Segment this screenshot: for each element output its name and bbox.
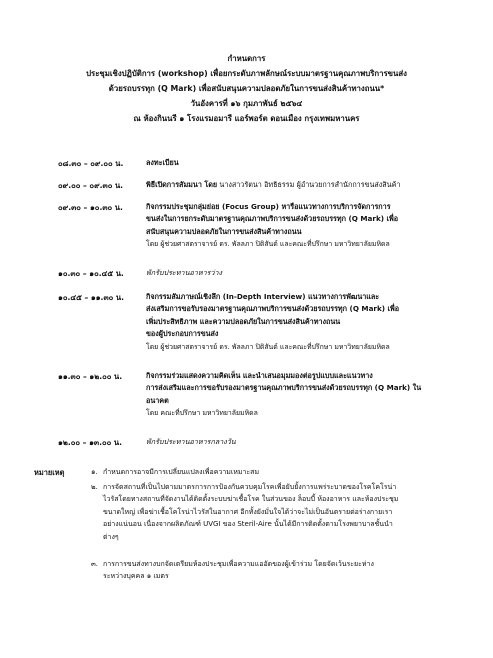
schedule-time: ๐๙.๓๐ – ๑๐.๓๐ น. [58, 203, 123, 212]
schedule-time: ๐๘.๓๐ – ๐๙.๐๐ น. [58, 159, 124, 168]
note-line: ขนาดใหญ่ เพื่อฆ่าเชื้อโคโรน่าไวรัสในอากาศ อีกทั้งยังมั่นใจได้ว่าจะไม่เป็นอันตรายต่อร่างกายเรา [103, 507, 393, 516]
schedule-item-title-line: เพิ่มประสิทธิภาพ และความปลอดภัยในการขนส่งสินค้าทางถนน [146, 316, 341, 326]
note-line: กำหนดการอาจมีการเปลี่ยนแปลงเพื่อความเหมาะสม [103, 468, 260, 476]
schedule-item-title-line: กิจกรรมประชุมกลุ่มย่อย (Focus Group) หารือแนวทางการบริการจัดการการ [146, 202, 391, 211]
notes-label: หมายเหตุ [34, 468, 65, 477]
schedule-item-title-line: กิจกรรมสัมภาษณ์เชิงลึก (In-Depth Interview) แนวทางการพัฒนาและ [146, 292, 380, 301]
schedule-heading: กำหนดการ [227, 54, 266, 63]
schedule-item [146, 157, 464, 169]
schedule-item-title-line: อนาคต [146, 395, 169, 405]
event-title-line-1: ประชุมเชิงปฏิบัติการ (workshop) เพื่อยกระดับภาพลักษณ์ระบบมาตรฐานคุณภาพบริการขนส่ง [86, 69, 407, 78]
note-item [91, 558, 461, 583]
schedule-item-speaker: นางสาวรัตนา อิทธิธรรม ผู้อำนวยการสำนักการขนส่งสินค้า [217, 180, 401, 189]
schedule-item-title-line: ส่งเสริมการขอรับรองมาตรฐานคุณภาพบริการขนส่งด้วยรถบรรทุก (Q Mark) เพื่อ [146, 304, 400, 314]
schedule-item-speaker: โดย ผู้ช่วยศาสตราจารย์ ดร. พัลลภา ปิติสันต์ และคณะที่ปรึกษา มหาวิทยาลัยมหิดล [146, 240, 390, 249]
schedule-break: พักรับประทานอาหารว่าง [146, 268, 223, 277]
schedule-item [146, 370, 464, 420]
schedule-item-title: ลงทะเบียน [146, 158, 179, 167]
note-number: ๒. [91, 483, 98, 491]
note-item [91, 481, 461, 543]
schedule-break: พักรับประทานอาหารกลางวัน [146, 437, 236, 446]
schedule-item-speaker: โดย คณะที่ปรึกษา มหาวิทยาลัยมหิดล [146, 409, 258, 418]
event-venue: ณ ห้องกินนรี ๑ โรงแรมอมารี แอร์พอร์ต ดอนเมือง กรุงเทพมหานคร [133, 114, 360, 123]
schedule-item-title: พิธีเปิดการสัมมนา โดย [146, 180, 218, 189]
schedule-item-title-line: กิจกรรมร่วมแสดงความคิดเห็น และนำเสนอมุมมองต่อรูปแบบและแนวทาง [146, 371, 373, 380]
schedule-time: ๑๐.๓๐ – ๑๐.๔๕ น. [58, 269, 124, 278]
schedule-item [146, 436, 464, 448]
schedule-time: ๐๙.๐๐ – ๐๙.๓๐ น. [58, 181, 124, 190]
schedule-item [146, 201, 464, 251]
note-line: ระหว่างบุคคล ๑ เมตร [103, 572, 169, 581]
schedule-item-title-line: สนับสนุนความปลอดภัยในการขนส่งสินค้าทางถนน [146, 226, 302, 236]
event-title-line-2: ด้วยรถบรรทุก (Q Mark) เพื่อสนับสนุนความปลอดภัยในการขนส่งสินค้าทางถนน* [108, 84, 385, 93]
note-line: การการขนส่งทางบกจัดเตรียมห้องประชุมเพื่อความแออัดของผู้เข้าร่วม โดยจัดเว้นระยะห่าง [103, 560, 374, 568]
note-number: ๑. [91, 468, 98, 476]
schedule-item [146, 291, 464, 353]
schedule-item [146, 179, 464, 191]
schedule-item-title-line: ของผู้ประกอบการขนส่ง [146, 329, 219, 339]
note-line: การจัดสถานที่เป็นไปตามมาตรการการป้องกันควบคุมโรคเพื่อยับยั้งการแพร่ระบาดของโรคโคโรน่า [103, 483, 397, 491]
schedule-item-title-line: การส่งเสริมและการขอรับรองมาตรฐานคุณภาพบริการขนส่งด้วยรถบรรทุก (Q Mark) ใน [146, 383, 422, 393]
event-date: วันอังคารที่ ๑๖ กุมภาพันธ์ ๒๕๖๔ [190, 99, 303, 108]
note-line: อย่างแน่นอน เนื่องจากผลิตภัณฑ์ UVGI ของ Steril-Aire นั้นได้มีการติดตั้งตามโรงพยาบาลชั้นนำ [103, 520, 393, 529]
schedule-time: ๑๑.๓๐ – ๑๒.๐๐ น. [58, 372, 123, 381]
schedule-item-title-line: ขนส่งในการยกระดับมาตรฐานคุณภาพบริการขนส่งด้วยรถบรรทุก (Q Mark) เพื่อ [146, 214, 399, 224]
schedule-item-speaker: โดย ผู้ช่วยศาสตราจารย์ ดร. พัลลภา ปิติสันต์ และคณะที่ปรึกษา มหาวิทยาลัยมหิดล [146, 342, 390, 351]
schedule-time: ๑๐.๔๕ – ๑๑.๓๐ น. [58, 293, 124, 302]
schedule-time: ๑๒.๐๐ – ๑๓.๐๐ น. [58, 438, 122, 447]
schedule-item [146, 267, 464, 279]
note-item [91, 466, 461, 478]
note-number: ๓. [91, 560, 99, 568]
note-line: ไวรัสโดยทางสถานที่จัดงานได้ติดตั้งระบบฆ่าเชื้อโรค ในส่วนของ ล็อบบี้ ห้องอาหาร และห้องประชุม [103, 495, 399, 504]
note-line: ต่างๆ [103, 532, 119, 541]
